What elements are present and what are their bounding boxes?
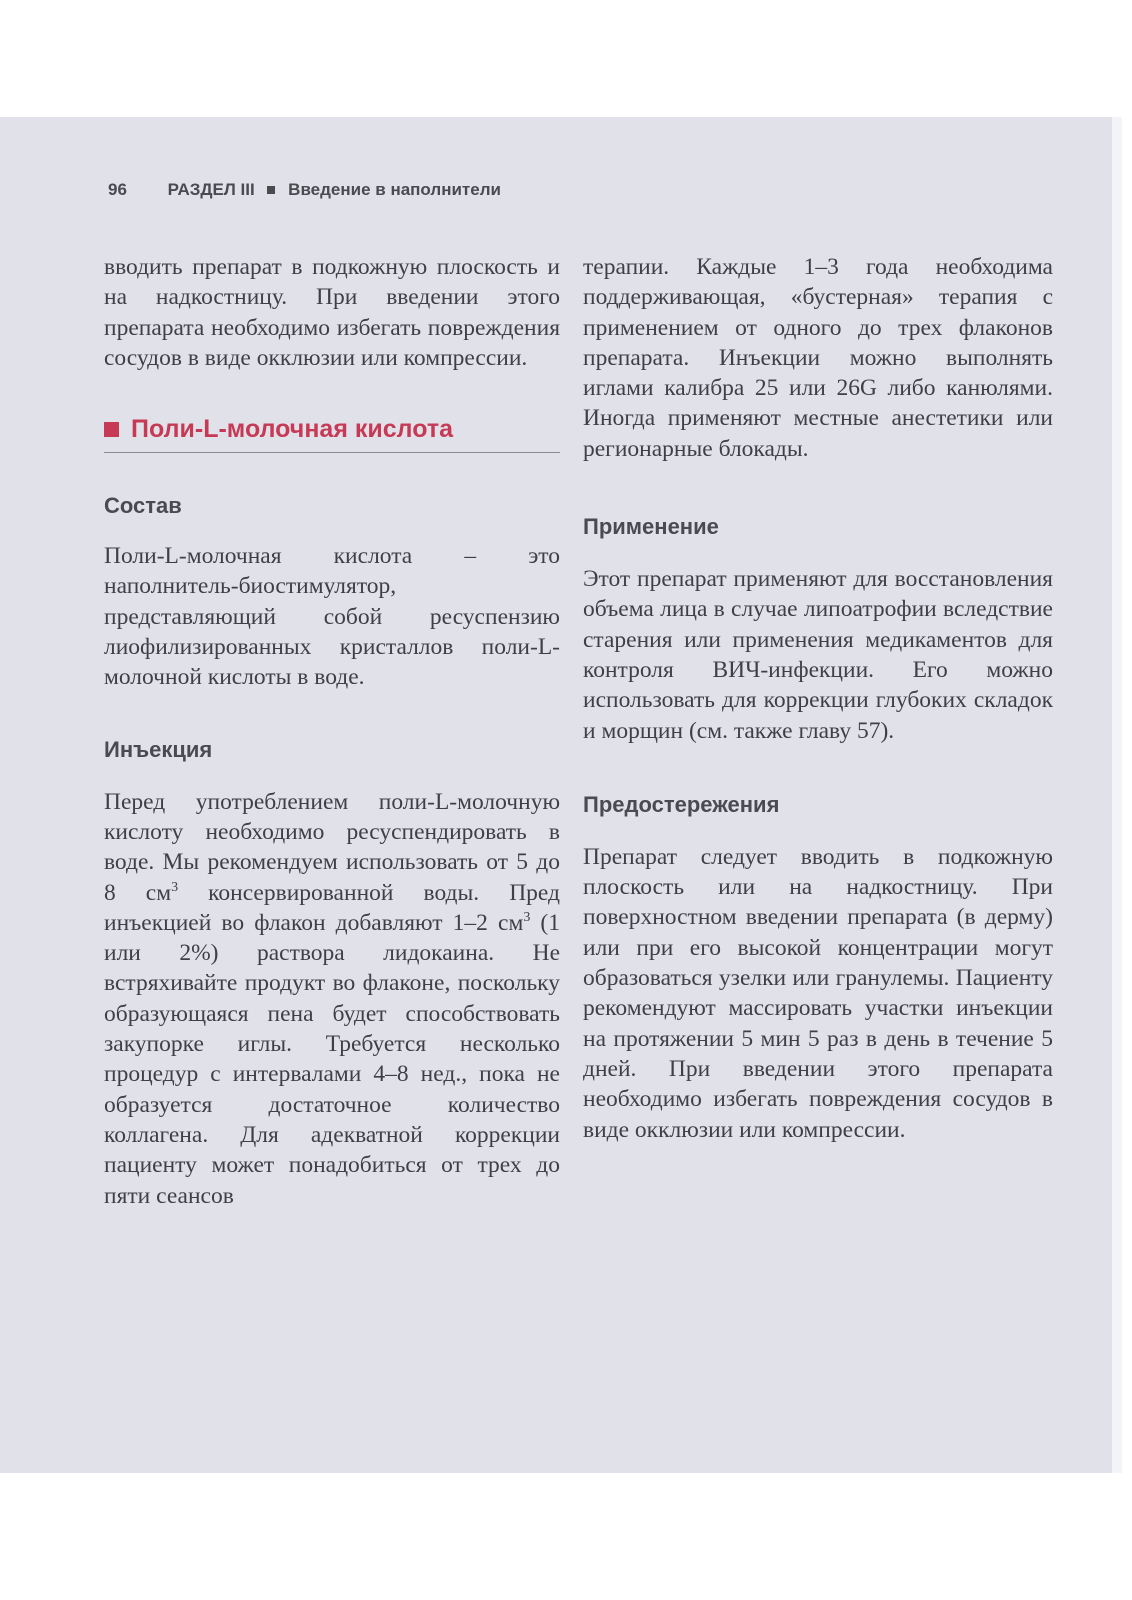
- composition-heading: Состав: [104, 493, 182, 519]
- precautions-text: Препарат следует вводить в подкожную плоскость или на надкостницу. При поверхностном введении препарата (в дерму) или при его высокой концентрации могут образоваться узелки или гранулемы. Пациенту рекомендуют массировать участки инъекции на протяжении 5 мин 5 раз в день в течение 5 дней. При введении этого препарата необходимо избегать повреждения сосудов в виде окклюзии или компрессии.: [583, 843, 1053, 1143]
- right-column: [583, 252, 1053, 1145]
- continuation-paragraph: терапии. Каждые 1–3 года необходима поддерживающая, «бустерная» терапия с применением от одного до трех флаконов препарата. Инъекции можно выполнять иглами калибра 25 или 26G либо канюлями. Иногда применяют местные анестетики или регионарные блокады.: [583, 254, 1053, 462]
- intro-paragraph: вводить препарат в подкожную плоскость и на надкостницу. При введении этого препарата необходимо избегать повреждения сосудов в виде окклюзии или компрессии.: [104, 254, 560, 371]
- injection-text-part-2: консервированной воды. Пред инъекцией во флакон добавляют 1–2 см: [104, 879, 560, 936]
- injection-text-part-3: (1 или 2%) раствора лидокаина. Не встряхивайте продукт во флаконе, поскольку образующаяся пена будет способствовать закупорке иглы. Требуется несколько процедур с интервалами 4–8 нед., пока не образуется достаточное количество коллагена. Для адекватной коррекции пациенту может понадобиться от трех до пяти сеансов: [104, 909, 560, 1209]
- injection-text-part-1: Перед употреблением поли-L-молочную кислоту необходимо ресуспендировать в воде. Мы рекомендуем использовать от 5 до 8 см: [104, 788, 560, 906]
- superscript-3b: 3: [523, 910, 531, 926]
- superscript-3a: 3: [171, 879, 179, 895]
- precautions-heading: Предостережения: [583, 791, 780, 817]
- application-text: Этот препарат применяют для восстановления объема лица в случае липоатрофии вследствие старения или применения медикаментов для контроля ВИЧ-инфекции. Его можно использовать для коррекции глубоких складок и морщин (см. также главу 57).: [583, 566, 1053, 744]
- injection-text: [104, 787, 560, 1211]
- composition-text: Поли-L-молочная кислота – это наполнитель-биостимулятор, представляющий собой ресуспензию лиофилизированных кристаллов поли-L-молочной кислоты в воде.: [104, 543, 560, 691]
- section-heading: [104, 415, 560, 453]
- chapter-title: Введение в наполнители: [288, 180, 501, 199]
- heading-square-icon: [104, 422, 119, 437]
- injection-heading: Инъекция: [104, 736, 213, 762]
- application-heading: Применение: [583, 514, 719, 540]
- header-separator-square: [267, 186, 275, 194]
- left-column: [104, 252, 560, 1211]
- page-edge: [1112, 117, 1122, 1473]
- running-head: [108, 180, 501, 200]
- section-heading-text: Поли-L-молочная кислота: [131, 415, 453, 444]
- section-label: РАЗДЕЛ III: [167, 180, 255, 199]
- page-number: 96: [108, 180, 127, 199]
